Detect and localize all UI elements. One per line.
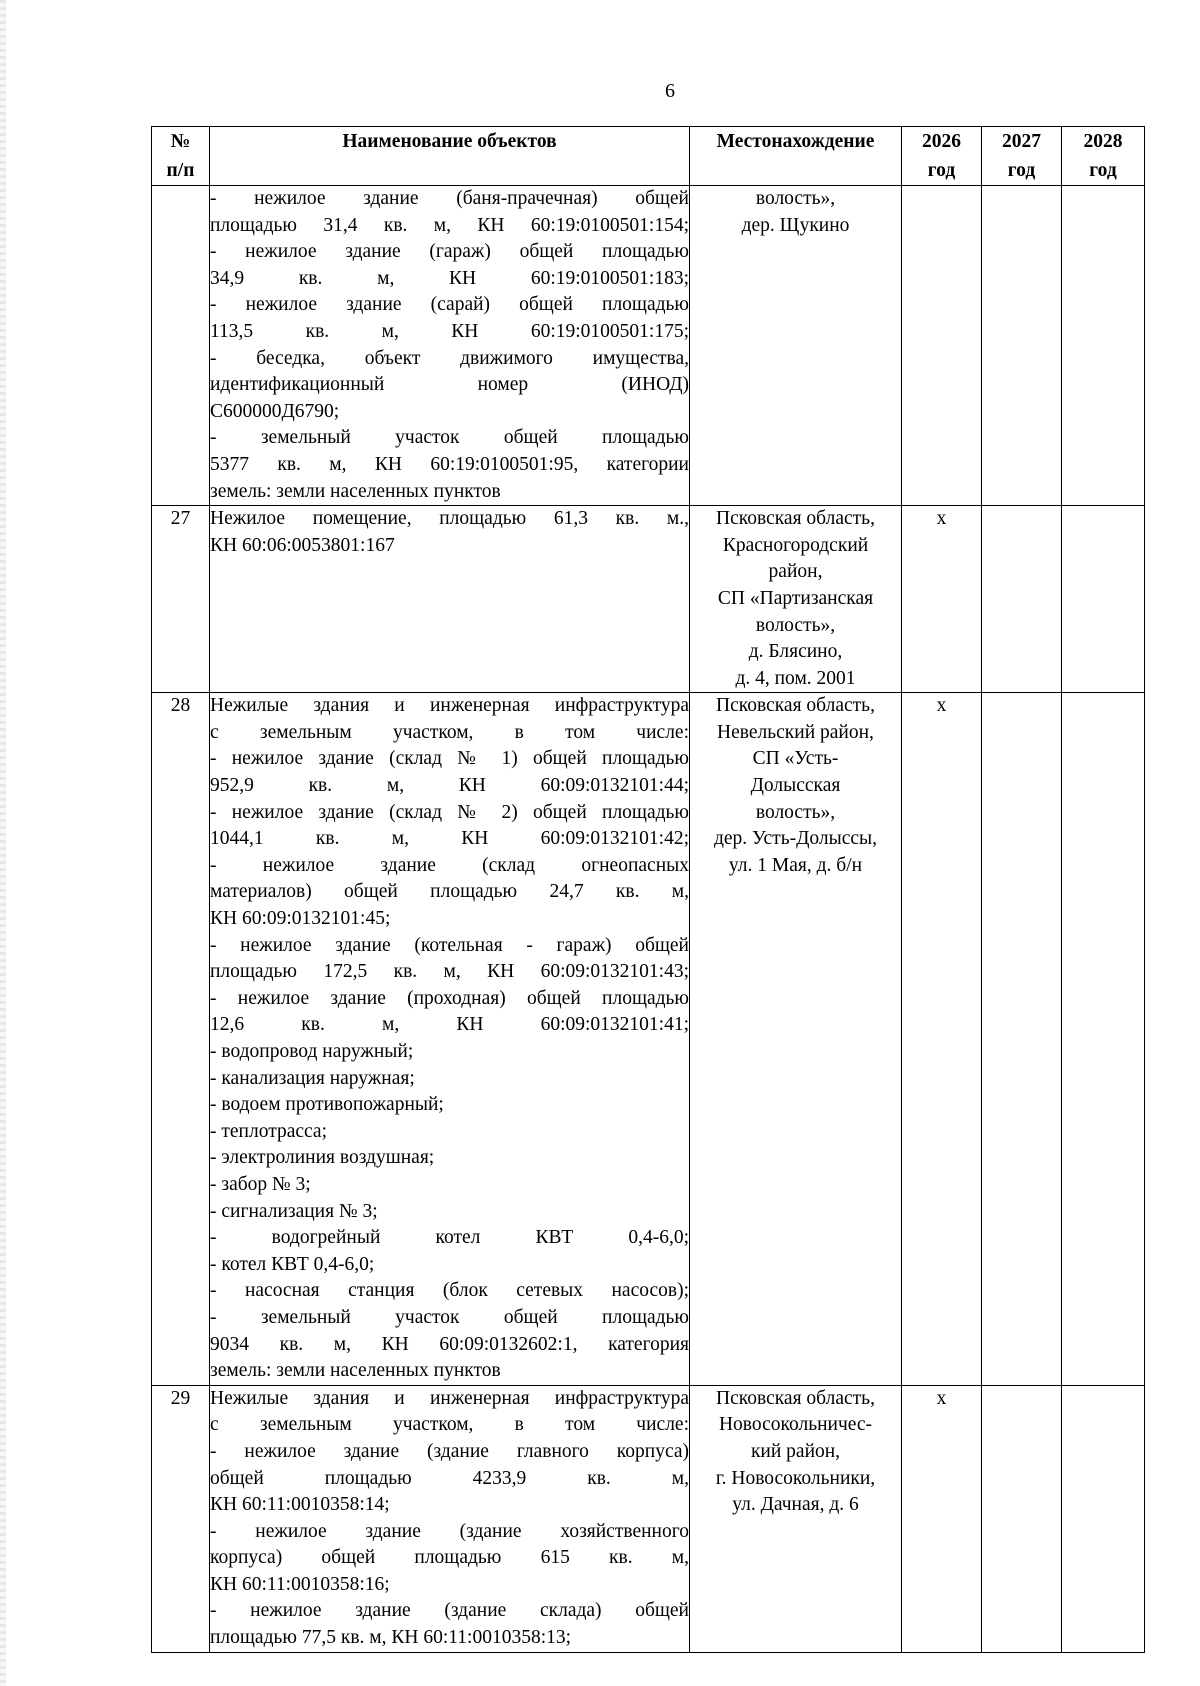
year-2027-cell: [982, 506, 1062, 693]
location-line: дер. Усть-Долыссы,: [713, 828, 878, 850]
description-line: - насосная станция (блок сетевых насосов);: [210, 1280, 689, 1302]
year-2026-cell: [902, 186, 982, 506]
location-line: кий район,: [750, 1440, 841, 1462]
object-description: [210, 186, 690, 506]
year-2027-cell: [982, 693, 1062, 1385]
description-line: с земельным участком, в том числе:: [210, 721, 689, 743]
description-line: - нежилое здание (проходная) общей площадью: [210, 987, 689, 1009]
description-line: КН 60:06:0053801:167: [210, 534, 395, 556]
header-location: Местонахождение: [690, 127, 902, 186]
object-description: [210, 693, 690, 1385]
description-line: Нежилые здания и инженерная инфраструктура: [210, 1387, 689, 1409]
location-line: Псковская область,: [716, 1387, 875, 1409]
location-line: СП «Усть-: [752, 748, 839, 770]
location-line: волость»,: [755, 801, 836, 823]
description-line: - нежилое здание (сарай) общей площадью: [210, 294, 689, 316]
description-line: общей площадью 4233,9 кв. м,: [210, 1467, 689, 1489]
description-line: 952,9 кв. м, КН 60:09:0132101:44;: [210, 775, 689, 797]
table-row: [152, 693, 1145, 1385]
description-line: - нежилое здание (здание хозяйственного: [210, 1520, 689, 1542]
location-line: д. 4, пом. 2001: [735, 667, 856, 689]
description-line: с земельным участком, в том числе:: [210, 1414, 689, 1436]
description-line: - нежилое здание (склад № 2) общей площадью: [210, 801, 689, 823]
table-row: [152, 506, 1145, 693]
object-description: [210, 506, 690, 693]
description-line: - водопровод наружный;: [210, 1041, 414, 1062]
location-line: район,: [768, 561, 823, 583]
table-row: [152, 186, 1145, 506]
description-line: - котел КВТ 0,4-6,0;: [210, 1253, 375, 1275]
description-line: 1044,1 кв. м, КН 60:09:0132101:42;: [210, 828, 689, 850]
location-line: Красногородский: [722, 534, 869, 556]
object-location: [690, 186, 902, 506]
location-line: СП «Партизанская: [717, 587, 874, 609]
description-line: 113,5 кв. м, КН 60:19:0100501:175;: [210, 320, 689, 342]
description-line: КН 60:11:0010358:14;: [210, 1494, 390, 1516]
year-2028-cell: [1062, 693, 1145, 1385]
property-table: [151, 126, 1145, 1653]
scan-edge-shadow: [0, 0, 6, 1686]
description-line: - водоем противопожарный;: [210, 1094, 444, 1116]
year-2027-cell: [982, 186, 1062, 506]
description-line: 5377 кв. м, КН 60:19:0100501:95, категории: [210, 453, 689, 475]
description-line: - земельный участок общей площадью: [210, 1306, 689, 1328]
description-line: - нежилое здание (гараж) общей площадью: [210, 241, 689, 263]
year-2027-cell: [982, 1385, 1062, 1652]
location-line: Псковская область,: [716, 508, 875, 530]
year-2026-cell: х: [902, 506, 982, 693]
description-line: - нежилое здание (склад № 1) общей площадью: [210, 748, 689, 770]
year-2026-cell: х: [902, 693, 982, 1385]
description-line: С600000Д6790;: [210, 400, 340, 422]
description-line: - земельный участок общей площадью: [210, 427, 689, 449]
location-line: ул. Дачная, д. 6: [732, 1494, 859, 1516]
description-line: Нежилое помещение, площадью 61,3 кв. м.,: [210, 508, 689, 530]
object-location: [690, 1385, 902, 1652]
location-line: ул. 1 Мая, д. б/н: [728, 854, 863, 876]
table-header-row: [152, 127, 1145, 186]
row-number: [152, 186, 210, 506]
location-line: Невельский район,: [717, 721, 874, 743]
description-line: - теплотрасса;: [210, 1120, 327, 1142]
description-line: - водогрейный котел КВТ 0,4-6,0;: [210, 1227, 689, 1249]
year-2028-cell: [1062, 1385, 1145, 1652]
year-2026-cell: х: [902, 1385, 982, 1652]
location-line: волость»,: [755, 614, 836, 636]
year-2028-cell: [1062, 186, 1145, 506]
object-description: [210, 1385, 690, 1652]
location-line: г. Новосокольники,: [715, 1467, 876, 1489]
description-line: - беседка, объект движимого имущества,: [210, 347, 689, 369]
row-number: 27: [152, 506, 210, 693]
header-num: № п/п: [152, 127, 210, 186]
location-line: Новосокольничес-: [718, 1414, 873, 1436]
location-line: д. Блясино,: [748, 641, 843, 663]
description-line: земель: земли населенных пунктов: [210, 480, 501, 502]
description-line: - нежилое здание (здание склада) общей: [210, 1600, 689, 1622]
description-line: площадью 31,4 кв. м, КН 60:19:0100501:154;: [210, 214, 689, 236]
description-line: - сигнализация № 3;: [210, 1200, 378, 1222]
description-line: материалов) общей площадью 24,7 кв. м,: [210, 881, 689, 903]
page-number: 6: [665, 80, 675, 102]
table-row: [152, 1385, 1145, 1652]
location-line: Псковская область,: [716, 695, 875, 717]
description-line: 9034 кв. м, КН 60:09:0132602:1, категория: [210, 1333, 689, 1355]
description-line: 12,6 кв. м, КН 60:09:0132101:41;: [210, 1014, 689, 1036]
description-line: 34,9 кв. м, КН 60:19:0100501:183;: [210, 267, 689, 289]
location-line: волость»,: [755, 188, 836, 209]
location-line: дер. Щукино: [741, 214, 850, 236]
object-location: [690, 506, 902, 693]
object-location: [690, 693, 902, 1385]
header-2026: 2026 год: [902, 127, 982, 186]
row-number: 28: [152, 693, 210, 1385]
description-line: - нежилое здание (здание главного корпуса): [210, 1440, 689, 1462]
header-2027: 2027 год: [982, 127, 1062, 186]
description-line: Нежилые здания и инженерная инфраструктура: [210, 695, 689, 717]
description-line: - нежилое здание (баня-прачечная) общей: [210, 188, 689, 209]
row-number: 29: [152, 1385, 210, 1652]
description-line: КН 60:09:0132101:45;: [210, 908, 391, 930]
description-line: земель: земли населенных пунктов: [210, 1360, 501, 1382]
header-2028: 2028 год: [1062, 127, 1145, 186]
description-line: - нежилое здание (котельная - гараж) общей: [210, 934, 689, 956]
year-2028-cell: [1062, 506, 1145, 693]
description-line: - нежилое здание (склад огнеопасных: [210, 854, 689, 876]
description-line: - электролиния воздушная;: [210, 1147, 435, 1169]
location-line: Долысская: [750, 775, 841, 797]
description-line: площадью 77,5 кв. м, КН 60:11:0010358:13;: [210, 1627, 572, 1649]
description-line: - забор № 3;: [210, 1173, 311, 1195]
header-name: Наименование объектов: [210, 127, 690, 186]
description-line: идентификационный номер (ИНОД): [210, 374, 689, 396]
description-line: площадью 172,5 кв. м, КН 60:09:0132101:43;: [210, 961, 689, 983]
description-line: КН 60:11:0010358:16;: [210, 1573, 390, 1595]
description-line: - канализация наружная;: [210, 1067, 415, 1089]
description-line: корпуса) общей площадью 615 кв. м,: [210, 1547, 689, 1569]
